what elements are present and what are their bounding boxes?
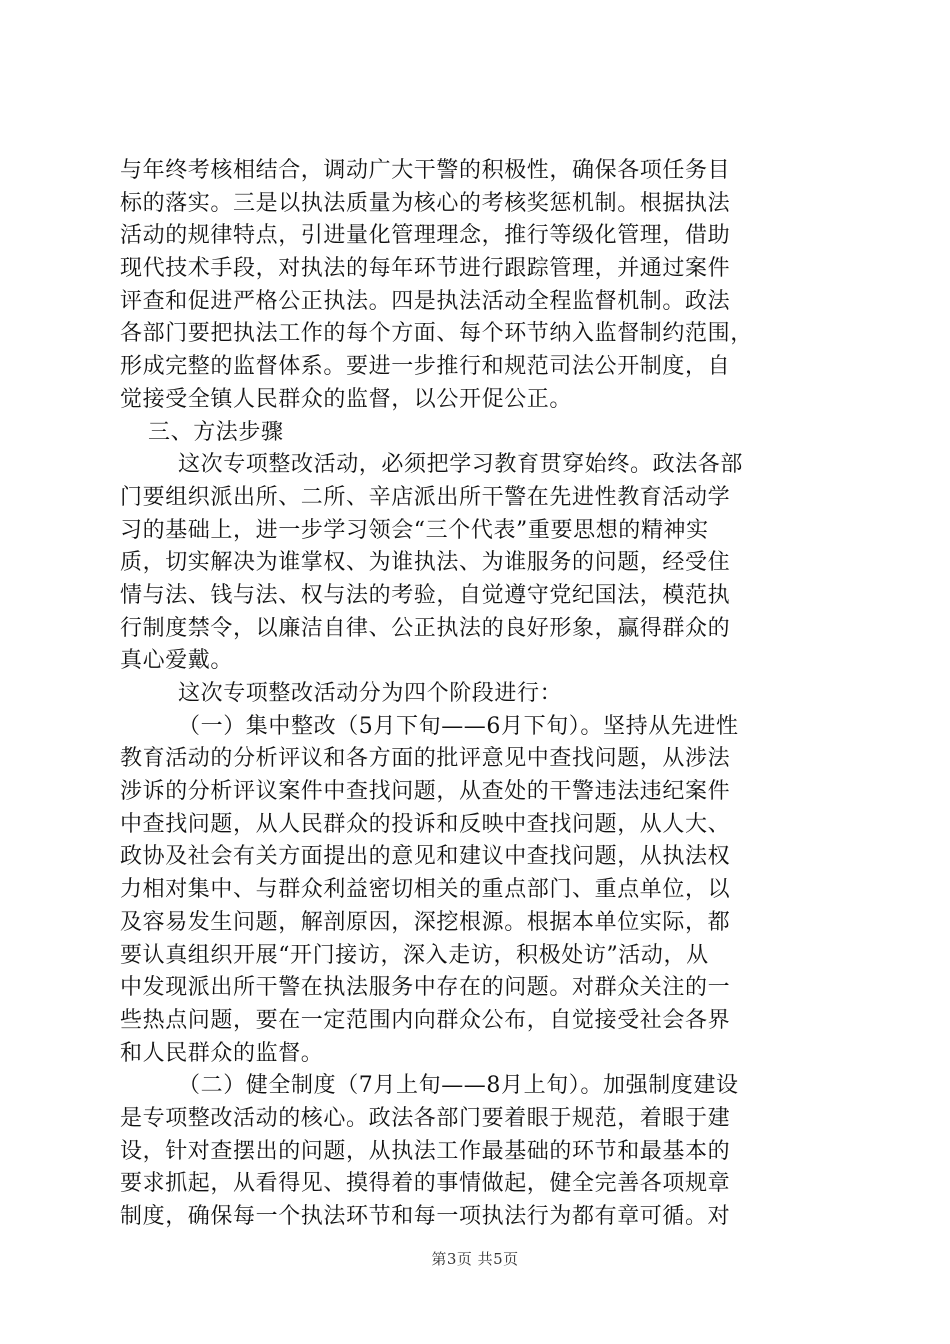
text-line: 涉诉的分析评议案件中查找问题，从查处的干警违法违纪案件 — [120, 779, 731, 805]
text-line: 力相对集中、与群众利益密切相关的重点部门、重点单位，以 — [120, 877, 731, 903]
text-line: 质，切实解决为谁掌权、为谁执法、为谁服务的问题，经受住 — [120, 550, 731, 576]
text-line: 三、方法步骤 — [148, 419, 284, 445]
text-line: 评查和促进严格公正执法。四是执法活动全程监督机制。政法 — [120, 288, 731, 314]
text-line: 与年终考核相结合，调动广大干警的积极性，确保各项任务目 — [120, 158, 731, 183]
text-line: 情与法、钱与法、权与法的考验，自觉遵守党纪国法，模范执 — [120, 582, 731, 608]
text-line: 些热点问题，要在一定范围内向群众公布，自觉接受社会各界 — [120, 1007, 731, 1033]
text-line: （一）集中整改（5月下旬——6月下旬）。坚持从先进性 — [178, 713, 739, 739]
text-line: 教育活动的分析评议和各方面的批评意见中查找问题，从涉法 — [120, 746, 731, 772]
text-line: 要认真组织开展“开门接访，深入走访，积极处访”活动，从 — [120, 942, 709, 968]
text-line: 标的落实。三是以执法质量为核心的考核奖惩机制。根据执法 — [120, 190, 731, 216]
text-line: 行制度禁令，以廉洁自律、公正执法的良好形象，赢得群众的 — [120, 615, 731, 641]
text-line: 活动的规律特点，引进量化管理理念，推行等级化管理，借助 — [120, 223, 731, 249]
text-line: 制度，确保每一个执法环节和每一项执法行为都有章可循。对 — [120, 1204, 731, 1229]
text-line: 中查找问题，从人民群众的投诉和反映中查找问题，从人大、 — [120, 811, 731, 837]
text-line: 觉接受全镇人民群众的监督，以公开促公正。 — [120, 386, 573, 412]
text-line: 现代技术手段，对执法的每年环节进行跟踪管理，并通过案件 — [120, 256, 731, 282]
document-body — [120, 155, 840, 1234]
text-line: （二）健全制度（7月上旬——8月上旬）。加强制度建设 — [178, 1073, 739, 1099]
text-line: 这次专项整改活动，必须把学习教育贯穿始终。政法各部 — [178, 452, 744, 478]
text-line: 及容易发生问题，解剖原因，深挖根源。根据本单位实际，都 — [120, 909, 731, 935]
text-line: 政协及社会有关方面提出的意见和建议中查找问题，从执法权 — [120, 844, 731, 870]
text-line: 要求抓起，从看得见、摸得着的事情做起，健全完善各项规章 — [120, 1171, 731, 1197]
text-line: 中发现派出所干警在执法服务中存在的问题。对群众关注的一 — [120, 975, 731, 1001]
page-footer: 第3页 共5页 — [431, 1250, 519, 1268]
text-line: 这次专项整改活动分为四个阶段进行： — [178, 681, 563, 706]
text-line: 和人民群众的监督。 — [120, 1040, 324, 1066]
text-line: 习的基础上，进一步学习领会“三个代表”重要思想的精神实 — [120, 517, 709, 543]
text-line: 各部门要把执法工作的每个方面、每个环节纳入监督制约范围， — [120, 321, 753, 347]
text-line: 真心爱戴。 — [120, 648, 234, 674]
text-line: 是专项整改活动的核心。政法各部门要着眼于规范，着眼于建 — [120, 1105, 731, 1131]
text-line: 形成完整的监督体系。要进一步推行和规范司法公开制度，自 — [120, 354, 731, 380]
text-line: 门要组织派出所、二所、辛店派出所干警在先进性教育活动学 — [120, 484, 731, 510]
text-line: 设，针对查摆出的问题，从执法工作最基础的环节和最基本的 — [120, 1138, 731, 1164]
